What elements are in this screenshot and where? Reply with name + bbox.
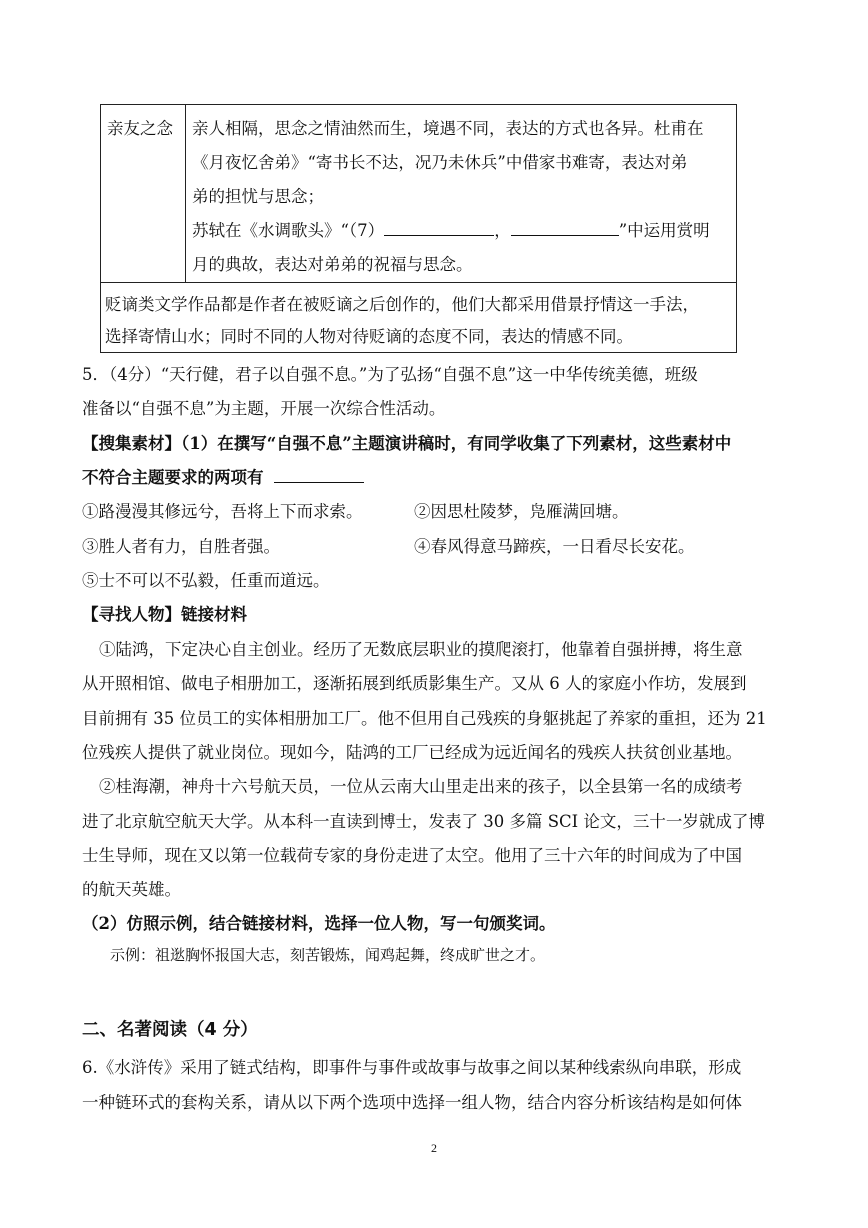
collect-question: [82, 464, 364, 488]
para1-line-1: ①陆鸿，下定决心自主创业。经历了无数底层职业的摸爬滚打，他靠着自强拼搏，将生意: [99, 640, 743, 659]
q6-line-1: 6.《水浒传》采用了链式结构，即事件与事件或故事与故事之间以某种线索纵向串联，形成: [82, 1058, 742, 1077]
summary-line-1: 贬谪类文学作品都是作者在被贬谪之后创作的，他们大都采用借景抒情这一手法，: [105, 295, 699, 314]
answer-blank-1[interactable]: [274, 468, 364, 483]
example-line: 示例：祖逖胸怀报国大志，刻苦锻炼，闻鸡起舞，终成旷世之才。: [110, 946, 546, 964]
option-2: ②因思杜陵梦，凫雁满回塘。: [414, 502, 629, 521]
line4-prefix: 苏轼在《水调歌头》“（7）: [192, 221, 385, 240]
para2-line-3: 士生导师，现在又以第一位载荷专家的身份走进了太空。他用了三十六年的时间成为了中国: [82, 846, 742, 865]
collect-question-text: 不符合主题要求的两项有: [82, 468, 264, 487]
content-line-1: 亲人相隔，思念之情油然而生，境遇不同，表达的方式也各异。杜甫在: [192, 119, 704, 138]
q6-line-2: 一种链环式的套构关系，请从以下两个选项中选择一组人物，结合内容分析该结构是如何体: [82, 1093, 742, 1112]
option-3: ③胜人者有力，自胜者强。: [82, 537, 280, 556]
option-1: ①路漫漫其修远兮，吾将上下而求索。: [82, 502, 363, 521]
para1-line-4: 位残疾人提供了就业岗位。现如今，陆鸿的工厂已经成为远近闻名的残疾人扶贫创业基地。: [82, 743, 742, 762]
option-5: ⑤士不可以不弘毅，任重而道远。: [82, 571, 330, 590]
content-line-4: [192, 217, 710, 241]
line4-suffix: ”中运用赏明: [618, 221, 710, 240]
summary-cell: [101, 283, 737, 353]
collect-heading: 【搜集素材】（1）在撰写“自强不息”主题演讲稿时，有同学收集了下列素材，这些素材中: [82, 434, 732, 453]
option-4: ④春风得意马蹄疾，一日看尽长安花。: [414, 537, 695, 556]
category-label: 亲友之念: [107, 119, 173, 138]
summary-line-2: 选择寄情山水；同时不同的人物对待贬谪的态度不同，表达的情感不同。: [105, 327, 633, 346]
para1-line-2: 从开照相馆、做电子相册加工，逐渐拓展到纸质影集生产。又从 6 人的家庭小作坊，发展到: [82, 674, 747, 693]
q5-line-1: 5．（4分）“天行健，君子以自强不息。”为了弘扬“自强不息”这一中华传统美德，班级: [82, 365, 698, 384]
q5-part2: （2）仿照示例，结合链接材料，选择一位人物，写一句颁奖词。: [82, 914, 556, 933]
para1-line-3: 目前拥有 35 位员工的实体相册加工厂。他不但用自己残疾的身躯挑起了养家的重担，还为 21: [82, 709, 767, 728]
find-heading: 【寻找人物】链接材料: [82, 605, 247, 624]
poem-table: [100, 104, 737, 353]
q5-line-2: 准备以“自强不息”为主题，开展一次综合性活动。: [82, 399, 446, 418]
section-heading: 二、名著阅读（4 分）: [82, 1020, 258, 1040]
content-line-2: 《月夜忆舍弟》“寄书长不达，况乃未休兵”中借家书难寄，表达对弟: [192, 153, 688, 172]
content-cell: [186, 105, 737, 283]
page-number: 2: [431, 1141, 437, 1155]
answer-blank-7b[interactable]: [511, 221, 619, 236]
line4-sep: ，: [494, 221, 511, 240]
para2-line-4: 的航天英雄。: [82, 880, 181, 899]
para2-line-1: ②桂海潮，神舟十六号航天员，一位从云南大山里走出来的孩子，以全县第一名的成绩考: [99, 777, 743, 796]
content-line-3: 弟的担忧与思念；: [192, 187, 324, 206]
answer-blank-7a[interactable]: [384, 221, 494, 236]
para2-line-2: 进了北京航空航天大学。从本科一直读到博士，发表了 30 多篇 SCI 论文，三十一岁就成了博: [82, 812, 765, 831]
content-line-5: 月的典故，表达对弟弟的祝福与思念。: [192, 255, 473, 274]
category-cell: [101, 105, 186, 283]
